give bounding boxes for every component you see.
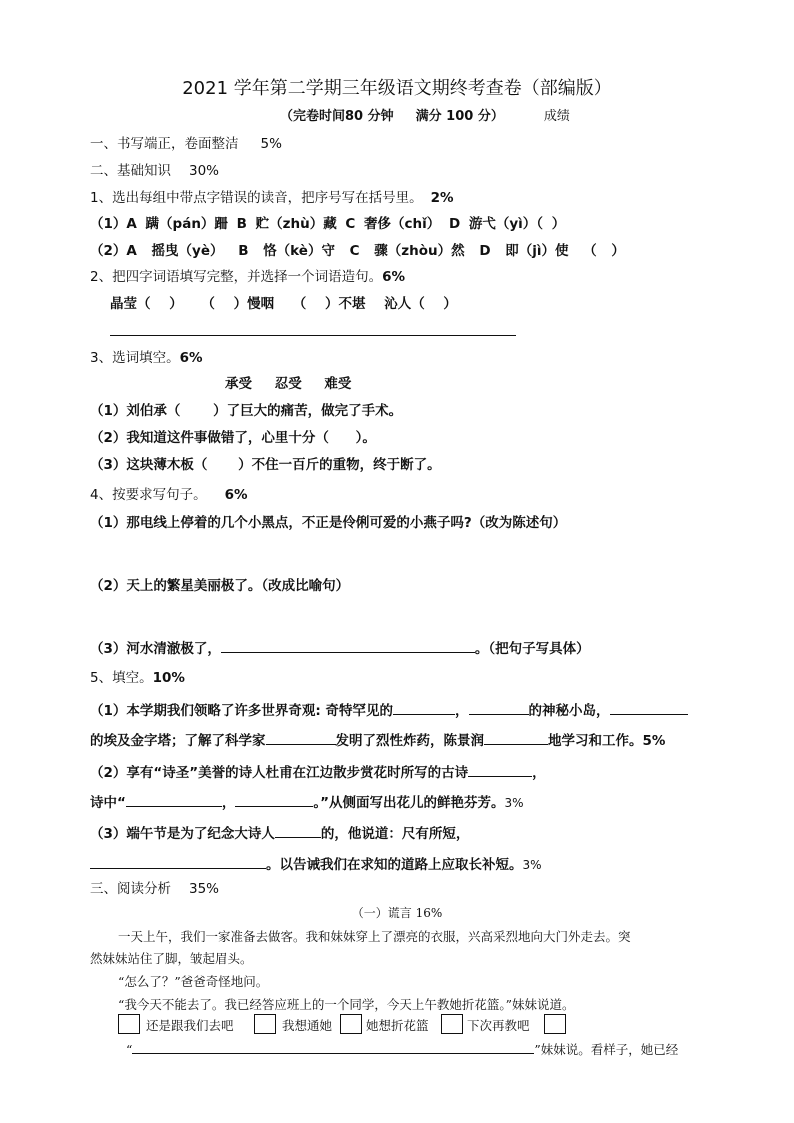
reading-paragraph-4: “ ”妹妹说。看样子，她已经 <box>126 1042 679 1057</box>
question-1-stem: 1、选出每组中带点字错误的读音，把序号写在括号里。 2% <box>90 190 454 206</box>
answer-box-1[interactable] <box>118 1014 140 1034</box>
question-1-row-1: （1）A 蹒（pán）跚 B 贮（zhù）藏 C 奢侈（chǐ） D 游弋（yì）（ ） <box>90 216 566 232</box>
reading-paragraph-2: “怎么了？”爸爸奇怪地问。 <box>118 974 269 989</box>
question-5-line-5: （3）端午节是为了纪念大诗人 的，他说道：尺有所短， <box>90 823 469 843</box>
question-2-words: 晶莹（ ） （ ）慢咽 （ ）不堪 沁人（ ） <box>110 296 457 312</box>
question-4-stem: 4、按要求写句子。 6% <box>90 487 248 503</box>
answer-box-4[interactable] <box>441 1014 463 1034</box>
reading-paragraph-3: “我今天不能去了。我已经答应班上的一个同学，今天上午教她折花篮。”妹妹说道。 <box>118 997 575 1012</box>
exam-full-score: 满分 100 分） <box>415 109 504 124</box>
question-5-line-4: 诗中“ ， 。”从侧面写出花儿的鲜艳芬芳。3% <box>90 792 524 812</box>
reading-paragraph-1a: 一天上午，我们一家准备去做客。我和妹妹穿上了漂亮的衣服，兴高采烈地向大门外走去。突 <box>118 929 631 944</box>
question-5-stem: 5、填空。10% <box>90 670 185 686</box>
answer-box-5[interactable] <box>544 1014 566 1034</box>
reading-paragraph-1b: 然妹妹站住了脚，皱起眉头。 <box>90 951 253 966</box>
question-3-sentence-1: （1）刘伯承（ ）了巨大的痛苦，做完了手术。 <box>90 403 403 419</box>
option-2-text: 我想通她 <box>282 1018 333 1033</box>
answer-line <box>110 335 516 336</box>
option-4-text: 下次再教吧 <box>467 1018 530 1033</box>
score-label: 成绩 <box>543 109 570 124</box>
page-title: 2021 学年第二学期三年级语文期终考查卷（部编版） <box>182 78 612 99</box>
question-2-stem: 2、把四字词语填写完整，并选择一个词语造句。6% <box>90 269 406 285</box>
question-5-line-6: 。以告诫我们在求知的道路上应取长补短。3% <box>90 854 542 874</box>
question-3-sentence-2: （2）我知道这件事做错了，心里十分（ ）。 <box>90 430 376 446</box>
question-4-sentence-3: （3）河水清澈极了， 。（把句子写具体） <box>90 638 590 658</box>
answer-box-3[interactable] <box>340 1014 362 1034</box>
question-4-sentence-1: （1）那电线上停着的几个小黑点，不正是伶俐可爱的小燕子吗?（改为陈述句） <box>90 515 567 531</box>
option-1-text: 还是跟我们去吧 <box>146 1018 234 1033</box>
reading-title: （一）谎言 16% <box>351 906 443 920</box>
question-5-line-1: （1）本学期我们领略了许多世界奇观: 奇特罕见的 ， 的神秘小岛， <box>90 700 688 720</box>
question-5-line-2: 的埃及金字塔；了解了科学家 发明了烈性炸药，陈景润 地学习和工作。5% <box>90 730 665 750</box>
section-1-heading: 一、书写端正，卷面整洁 5% <box>90 136 282 152</box>
exam-info <box>280 108 570 126</box>
exam-time: （完卷时间80 分钟 <box>280 109 394 124</box>
section-3-heading: 三、阅读分析 35% <box>90 881 220 897</box>
answer-box-2[interactable] <box>254 1014 276 1034</box>
section-2-heading: 二、基础知识 30% <box>90 163 220 179</box>
question-3-stem: 3、选词填空。6% <box>90 350 203 366</box>
question-4-sentence-2: （2）天上的繁星美丽极了。（改成比喻句） <box>90 578 350 594</box>
question-3-sentence-3: （3）这块薄木板（ ）不住一百斤的重物，终于断了。 <box>90 457 441 473</box>
question-3-options: 承受 忍受 难受 <box>225 376 352 392</box>
question-1-row-2: （2）A 摇曳（yè） B 恪（kè）守 C 骤（zhòu）然 D 即（jì）使 （ ） <box>90 243 625 259</box>
question-5-line-3: （2）享有“诗圣”美誉的诗人杜甫在江边散步赏花时所写的古诗 ， <box>90 762 546 782</box>
option-3-text: 她想折花篮 <box>366 1018 429 1033</box>
